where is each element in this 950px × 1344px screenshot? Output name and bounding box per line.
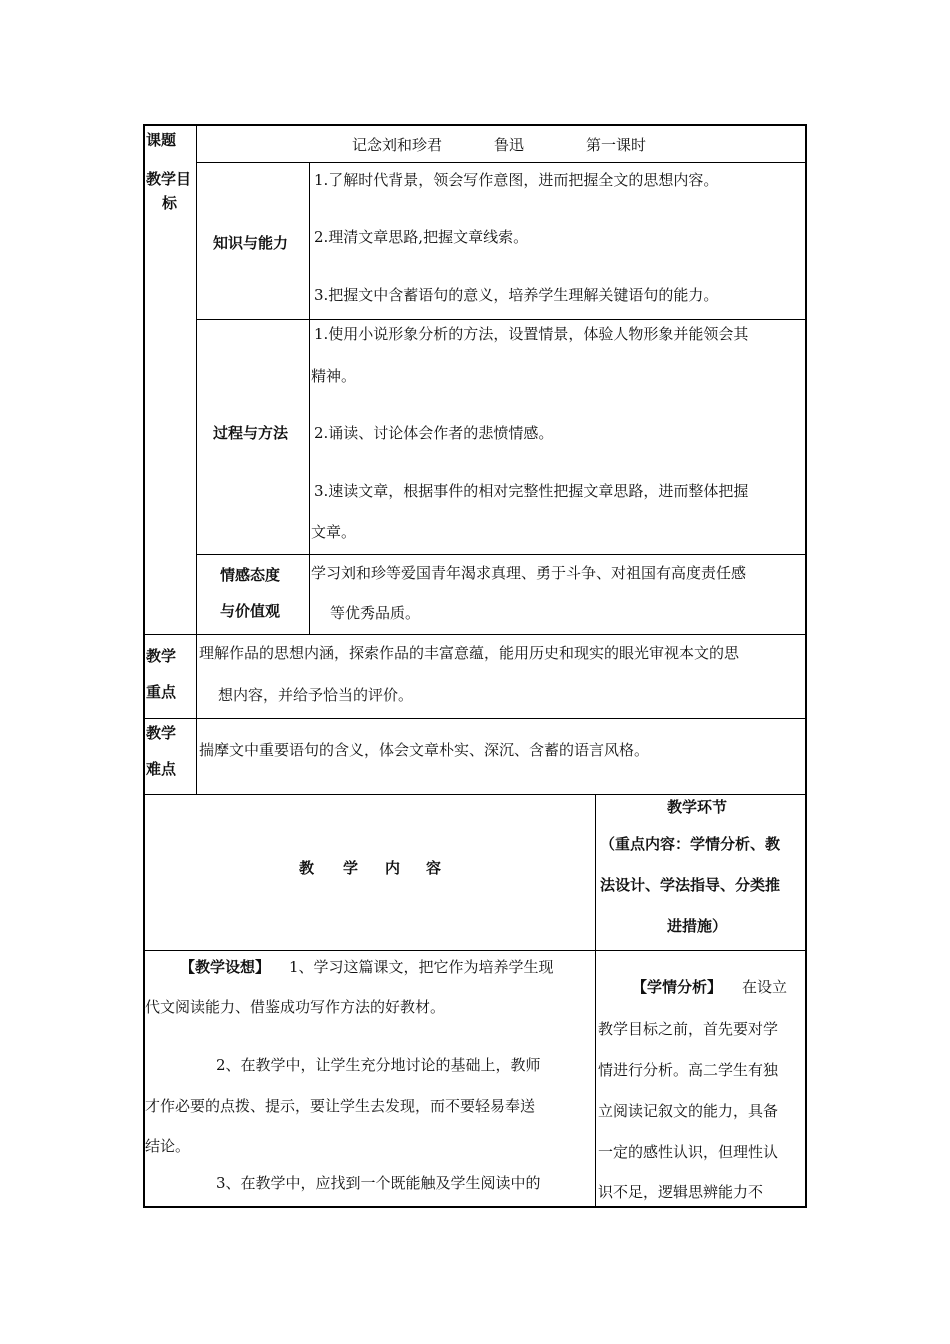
process-item: 1.使用小说形象分析的方法，设置情景，体验人物形象并能领会其 [314, 325, 749, 343]
table-border [143, 1206, 807, 1208]
analysis-text: 立阅读记叙文的能力，具备 [598, 1102, 779, 1120]
table-border [143, 124, 145, 1208]
process-label: 过程与方法 [213, 424, 289, 442]
table-border [309, 162, 310, 634]
analysis-text: 在设立 [742, 978, 788, 996]
difficulties-label: 教学 [146, 724, 177, 742]
content-header: 学 [343, 859, 359, 877]
process-item: 文章。 [311, 523, 357, 541]
table-border [143, 718, 807, 719]
content-header: 容 [426, 859, 442, 877]
table-border [143, 950, 807, 951]
design-text: 3、在教学中，应找到一个既能触及学生阅读中的 [216, 1174, 541, 1192]
difficulties-text: 揣摩文中重要语句的含义，体会文章朴实、深沉、含蓄的语言风格。 [199, 741, 650, 759]
design-text: 结论。 [145, 1137, 191, 1155]
objectives-label: 教学目 [146, 170, 192, 188]
lesson-session: 第一课时 [586, 136, 647, 154]
table-border [196, 554, 807, 555]
emotion-label: 情感态度 [220, 566, 281, 584]
knowledge-item: 1.了解时代背景，领会写作意图，进而把握全文的思想内容。 [314, 171, 719, 189]
emotion-label: 与价值观 [220, 602, 281, 620]
objectives-label: 标 [162, 194, 178, 212]
key-points-text: 理解作品的思想内涵，探索作品的丰富意蕴，能用历史和现实的眼光审视本文的思 [199, 644, 740, 662]
section-header: 进措施） [667, 917, 728, 935]
table-border [196, 319, 807, 320]
design-text: 才作必要的点拨、提示，要让学生去发现，而不要轻易奉送 [145, 1097, 536, 1115]
analysis-text: 一定的感性认识，但理性认 [598, 1143, 779, 1161]
process-item: 2.诵读、讨论体会作者的悲愤情感。 [314, 424, 554, 442]
key-points-label: 教学 [146, 647, 177, 665]
emotion-text: 等优秀品质。 [330, 604, 421, 622]
table-border [196, 162, 807, 163]
section-header: 教学环节 [667, 798, 728, 816]
analysis-text: 情进行分析。高二学生有独 [598, 1061, 779, 1079]
lesson-title: 记念刘和珍君 [352, 136, 443, 154]
process-item: 3.速读文章，根据事件的相对完整性把握文章思路，进而整体把握 [314, 482, 749, 500]
section-header: 法设计、学法指导、分类推 [600, 876, 781, 894]
knowledge-label: 知识与能力 [213, 234, 289, 252]
section-header: （重点内容：学情分析、教 [600, 835, 781, 853]
table-border [143, 634, 807, 635]
topic-label: 课题 [146, 131, 177, 149]
table-border [805, 124, 807, 1208]
content-header: 教 [299, 859, 315, 877]
difficulties-label: 难点 [146, 760, 177, 778]
design-tag: 【教学设想】 [180, 958, 271, 976]
table-border [595, 794, 596, 1207]
design-text: 2、在教学中，让学生充分地讨论的基础上，教师 [216, 1056, 541, 1074]
design-text: 1、学习这篇课文，把它作为培养学生现 [289, 958, 554, 976]
analysis-text: 教学目标之前，首先要对学 [598, 1020, 779, 1038]
content-header: 内 [385, 859, 401, 877]
analysis-text: 识不足，逻辑思辨能力不 [598, 1183, 764, 1201]
analysis-tag: 【学情分析】 [632, 978, 723, 996]
table-border [143, 124, 807, 126]
key-points-label: 重点 [146, 683, 177, 701]
knowledge-item: 2.理清文章思路,把握文章线索。 [314, 228, 529, 246]
process-item: 精神。 [311, 367, 357, 385]
key-points-text: 想内容，并给予恰当的评价。 [218, 686, 414, 704]
knowledge-item: 3.把握文中含蓄语句的意义，培养学生理解关键语句的能力。 [314, 286, 719, 304]
emotion-text: 学习刘和珍等爱国青年渴求真理、勇于斗争、对祖国有高度责任感 [311, 564, 747, 582]
table-border [196, 124, 197, 795]
table-border [143, 794, 807, 795]
design-text: 代文阅读能力、借鉴成功写作方法的好教材。 [145, 998, 446, 1016]
lesson-author: 鲁迅 [494, 136, 525, 154]
